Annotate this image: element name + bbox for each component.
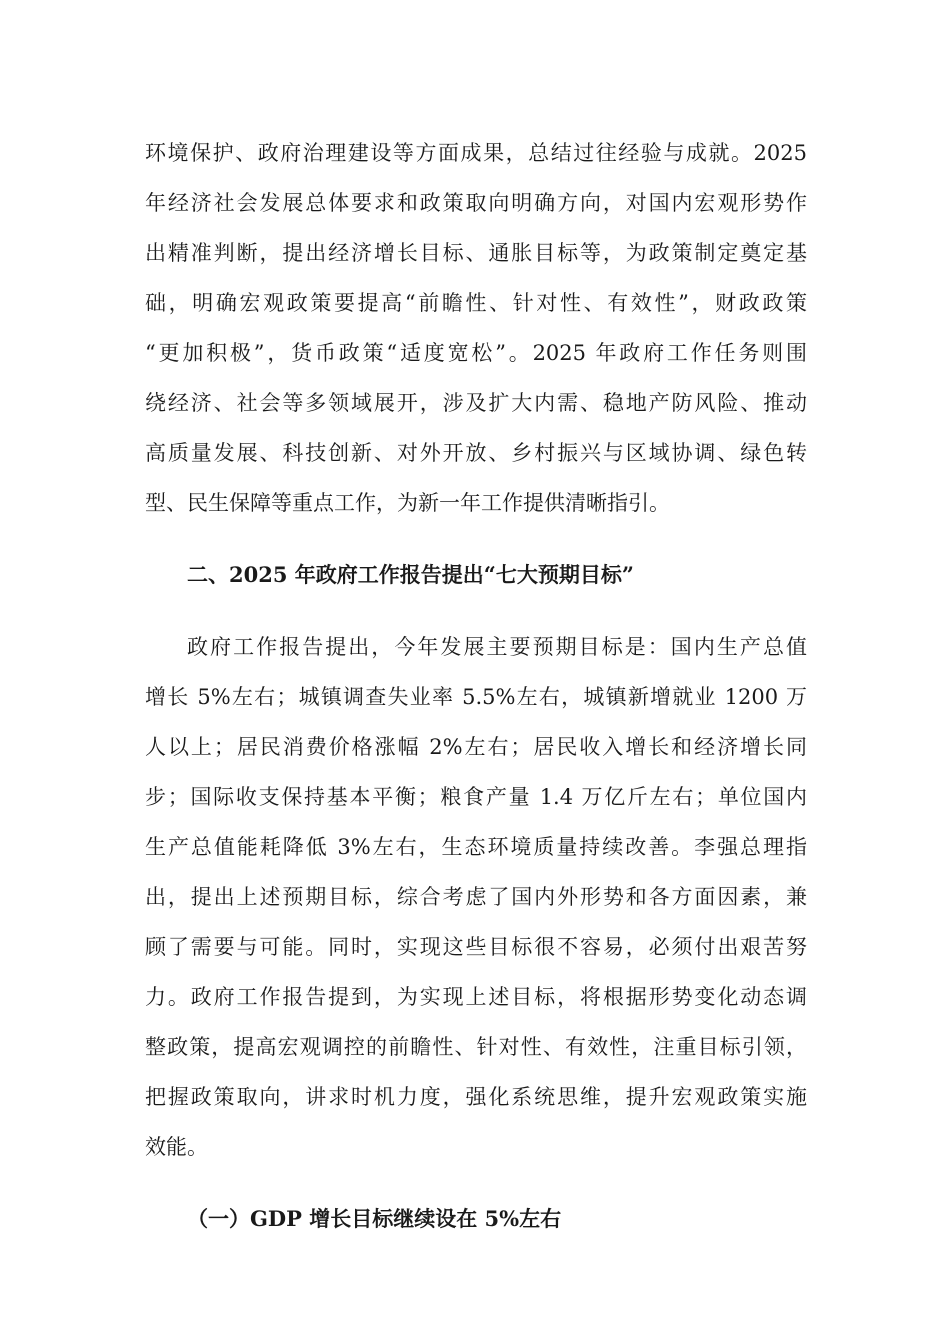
paragraph-line: 整政策，提高宏观调控的前瞻性、针对性、有效性，注重目标引领，	[145, 1035, 807, 1059]
spacer	[145, 532, 807, 554]
paragraph-line: 顾了需要与可能。同时，实现这些目标很不容易，必须付出艰苦努	[145, 935, 807, 959]
section-heading: 二、2025 年政府工作报告提出“七大预期目标”	[187, 562, 634, 587]
paragraph-line: 高质量发展、科技创新、对外开放、乡村振兴与区域协调、绿色转	[145, 441, 807, 465]
paragraph-line: 增长 5%左右；城镇调查失业率 5.5%左右，城镇新增就业 1200 万	[145, 685, 807, 709]
paragraph-line: 绕经济、社会等多领域展开，涉及扩大内需、稳地产防风险、推动	[145, 391, 807, 415]
paragraph-line: “更加积极”，货币政策“适度宽松”。2025 年政府工作任务则围	[145, 341, 807, 365]
paragraph-line: 人以上；居民消费价格涨幅 2%左右；居民收入增长和经济增长同	[145, 735, 807, 759]
paragraph-line: 出，提出上述预期目标，综合考虑了国内外形势和各方面因素，兼	[145, 885, 807, 909]
paragraph-line: 力。政府工作报告提到，为实现上述目标，将根据形势变化动态调	[145, 985, 807, 1009]
paragraph-line: 政府工作报告提出，今年发展主要预期目标是：国内生产总值	[187, 635, 807, 659]
paragraph-line: 把握政策取向，讲求时机力度，强化系统思维，提升宏观政策实施	[145, 1085, 807, 1109]
spacer	[145, 1176, 807, 1198]
paragraph-line: 年经济社会发展总体要求和政策取向明确方向，对国内宏观形势作	[145, 191, 807, 215]
document-body	[145, 132, 807, 1248]
subsection-heading: （一）GDP 增长目标继续设在 5%左右	[187, 1206, 562, 1231]
paragraph-line: 步；国际收支保持基本平衡；粮食产量 1.4 万亿斤左右；单位国内	[145, 785, 807, 809]
paragraph-line: 效能。	[145, 1135, 208, 1159]
paragraph-line: 生产总值能耗降低 3%左右，生态环境质量持续改善。李强总理指	[145, 835, 807, 859]
spacer	[145, 604, 807, 626]
paragraph-line: 础，明确宏观政策要提高“前瞻性、针对性、有效性”，财政政策	[145, 291, 807, 315]
paragraph-line: 环境保护、政府治理建设等方面成果，总结过往经验与成就。2025	[145, 141, 807, 165]
paragraph-line: 型、民生保障等重点工作，为新一年工作提供清晰指引。	[145, 491, 670, 515]
paragraph-summary	[145, 132, 807, 532]
paragraph-line: 出精准判断，提出经济增长目标、通胀目标等，为政策制定奠定基	[145, 241, 807, 265]
paragraph-targets	[145, 626, 807, 1176]
